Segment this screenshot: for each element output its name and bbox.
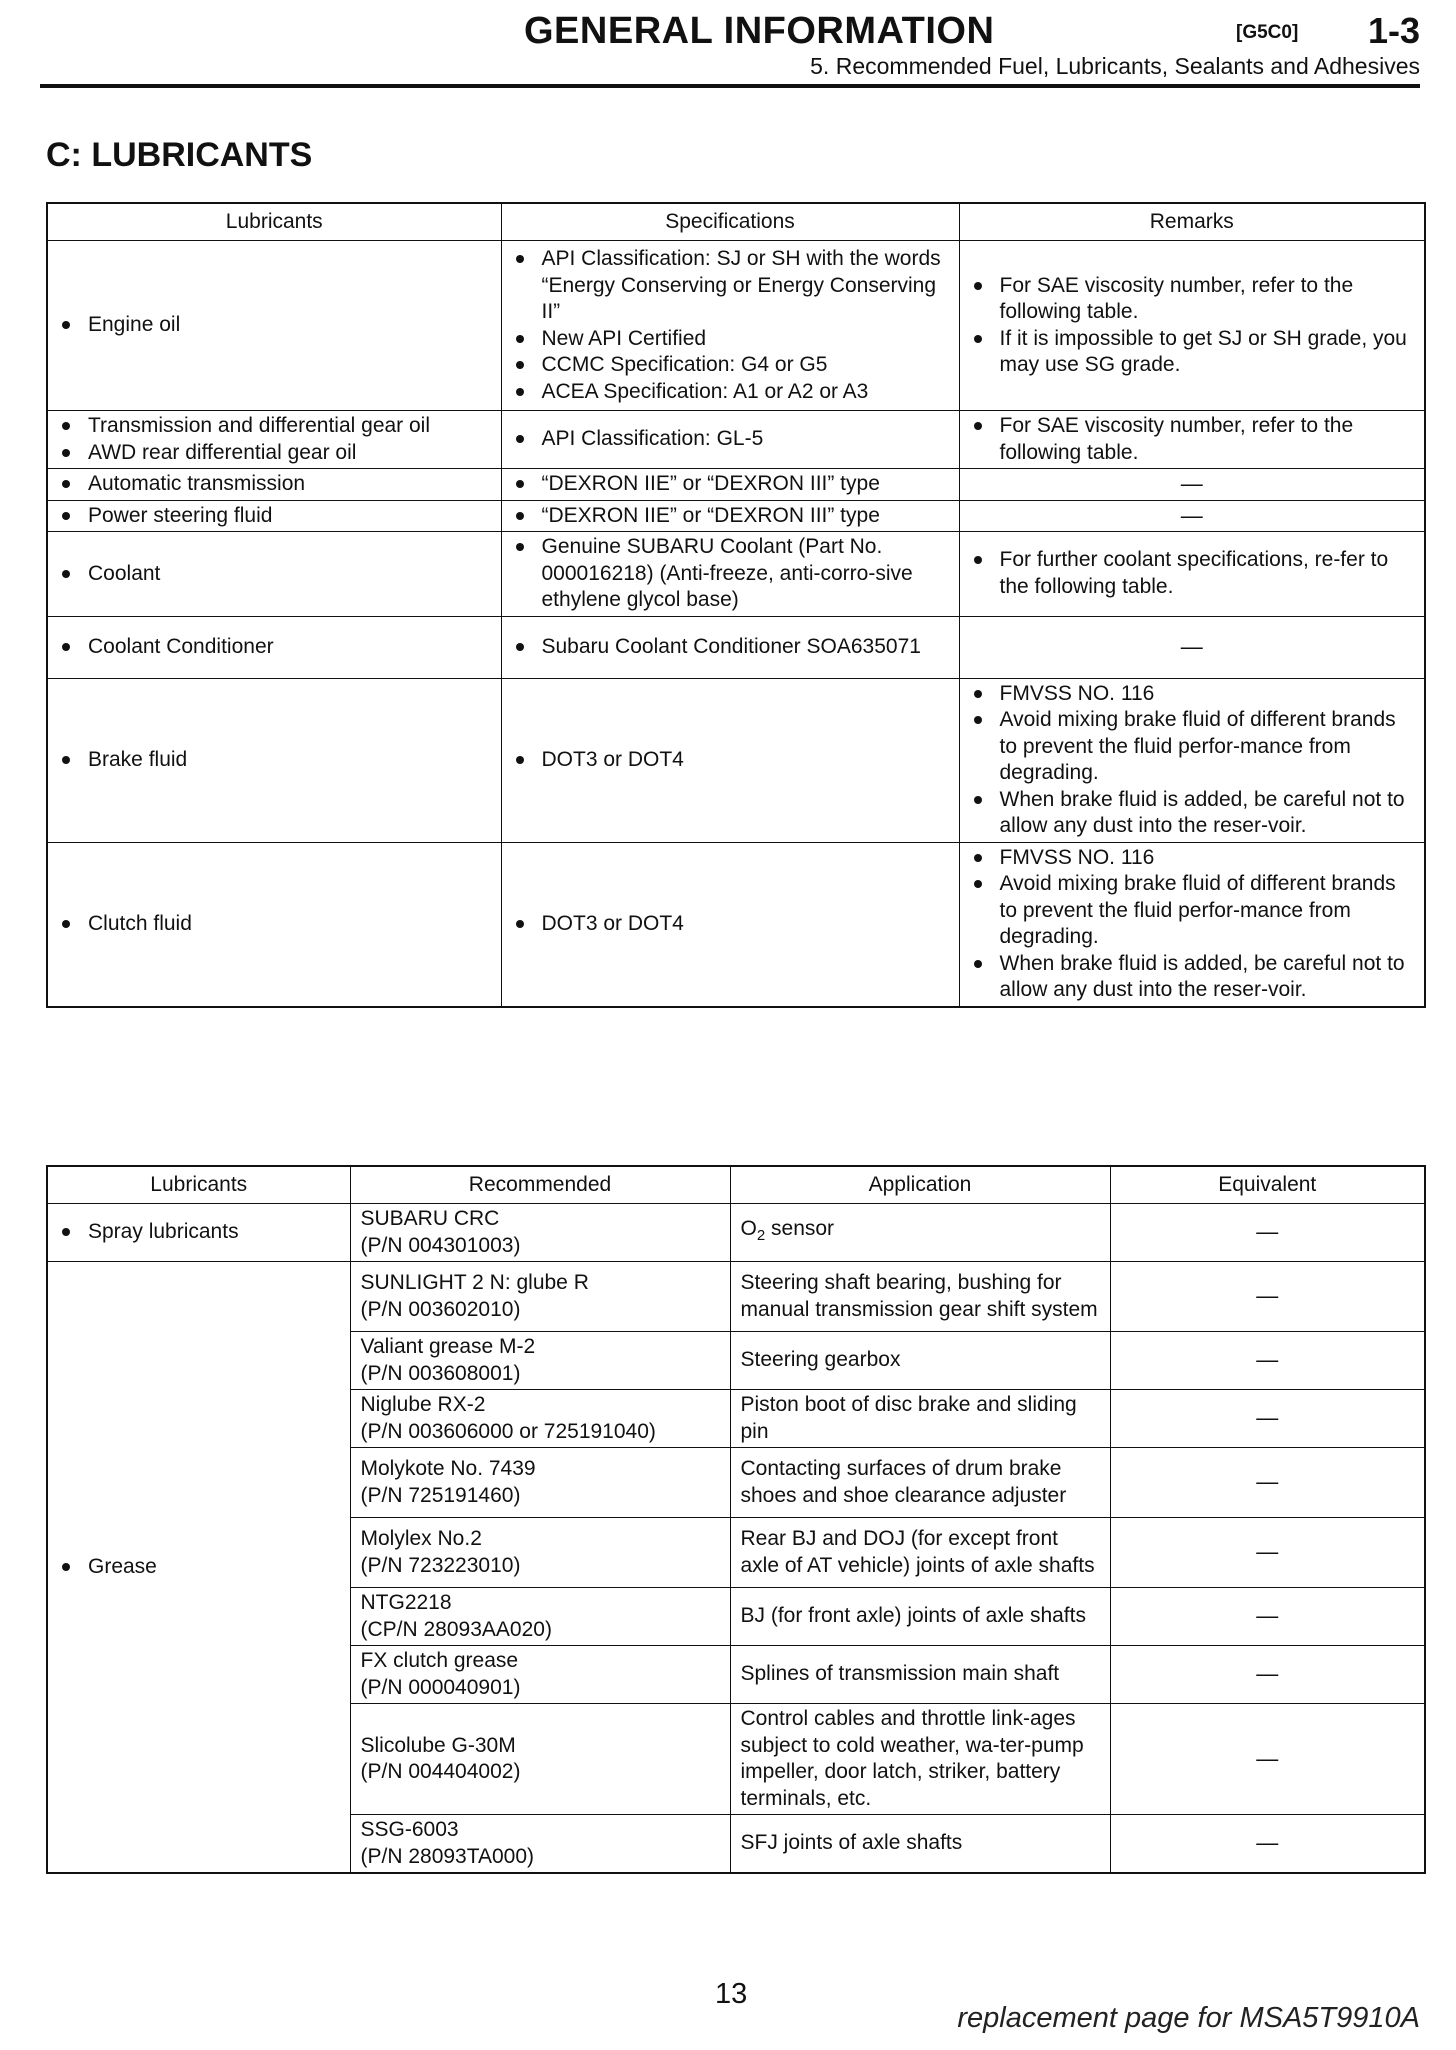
table-row — [47, 1204, 1425, 1262]
bullet-list — [512, 426, 949, 453]
lubricant-cell — [47, 678, 501, 842]
part-number: (P/N 003608001) — [360, 1361, 521, 1385]
application-cell — [730, 1204, 1110, 1262]
header-rule — [40, 84, 1420, 88]
recommended-cell — [350, 1448, 730, 1518]
bullet-list — [58, 747, 491, 774]
specification-item: Subaru Coolant Conditioner SOA635071 — [512, 634, 949, 661]
lubricant-cell — [47, 1204, 350, 1262]
remark-item: For SAE viscosity number, refer to the following table. — [970, 413, 1415, 466]
page-header — [40, 8, 1420, 88]
application-cell: SFJ joints of axle shafts — [730, 1815, 1110, 1874]
equivalent-cell: — — [1110, 1332, 1425, 1390]
application-text: sensor — [765, 1216, 835, 1240]
part-number: (P/N 723223010) — [360, 1553, 521, 1577]
table-row — [47, 678, 1425, 842]
lubricant-item: Brake fluid — [58, 747, 491, 774]
lubricant-cell — [47, 842, 501, 1007]
remark-item: For SAE viscosity number, refer to the following table. — [970, 273, 1415, 326]
table-row — [47, 500, 1425, 532]
table-header-row — [47, 203, 1425, 241]
table-row — [47, 842, 1425, 1007]
specification-cell — [501, 842, 959, 1007]
equivalent-cell: — — [1110, 1204, 1425, 1262]
lubricant-item: Grease — [58, 1554, 340, 1581]
remark-item: Avoid mixing brake fluid of different brands to prevent the fluid perfor-mance from degrading. — [970, 871, 1415, 951]
table-row — [47, 411, 1425, 469]
product-name: SUBARU CRC — [360, 1207, 500, 1230]
bullet-list — [970, 273, 1415, 379]
product-name: NTG2218 — [360, 1591, 452, 1614]
application-cell: Rear BJ and DOJ (for except front axle of AT vehicle) joints of axle shafts — [730, 1518, 1110, 1588]
recommended-cell — [350, 1332, 730, 1390]
subscript: 2 — [756, 1226, 766, 1244]
remark-item: If it is impossible to get SJ or SH grade, you may use SG grade. — [970, 326, 1415, 379]
product-name: Niglube RX-2 — [360, 1393, 486, 1416]
remarks-cell — [959, 532, 1425, 617]
specification-cell — [501, 241, 959, 411]
part-number: (P/N 003606000 or 725191040) — [360, 1419, 656, 1443]
recommended-cell — [350, 1646, 730, 1704]
part-number: (P/N 000040901) — [360, 1675, 521, 1699]
product-name: SUNLIGHT 2 N: glube R — [360, 1271, 589, 1294]
application-cell: Steering shaft bearing, bushing for manual transmission gear shift system — [730, 1262, 1110, 1332]
recommended-cell — [350, 1704, 730, 1815]
column-header-recommended: Recommended — [350, 1166, 730, 1204]
specification-cell — [501, 678, 959, 842]
lubricant-cell — [47, 1262, 350, 1874]
lubricant-item: Coolant Conditioner — [58, 634, 491, 661]
equivalent-cell: — — [1110, 1588, 1425, 1646]
grease-table — [46, 1165, 1426, 1874]
lubricant-cell — [47, 616, 501, 678]
part-number: (CP/N 28093AA020) — [360, 1617, 552, 1641]
remark-item: For further coolant specifications, re-fer to the following table. — [970, 547, 1415, 600]
bullet-list — [970, 681, 1415, 840]
page-number: 13 — [715, 1978, 748, 2010]
application-cell: BJ (for front axle) joints of axle shafts — [730, 1588, 1110, 1646]
part-number: (P/N 28093TA000) — [360, 1844, 535, 1868]
part-number: (P/N 003602010) — [360, 1297, 521, 1321]
specification-cell — [501, 532, 959, 617]
product-name: SSG-6003 — [360, 1818, 459, 1841]
column-header-lubricants: Lubricants — [47, 1166, 350, 1204]
bullet-list — [512, 246, 949, 405]
remarks-dash: — — [959, 469, 1425, 501]
recommended-cell — [350, 1588, 730, 1646]
remark-item: FMVSS NO. 116 — [970, 845, 1415, 872]
section-code: [G5C0] — [1236, 22, 1299, 43]
part-number: (P/N 004404002) — [360, 1760, 521, 1783]
specification-item: Genuine SUBARU Coolant (Part No. 000016218) (Anti-freeze, anti-corro-sive ethylene glycol base) — [512, 534, 949, 614]
remarks-cell — [959, 411, 1425, 469]
bullet-list — [512, 911, 949, 938]
remark-item: Avoid mixing brake fluid of different brands to prevent the fluid perfor-mance from degrading. — [970, 707, 1415, 787]
section-title: C: LUBRICANTS — [46, 136, 313, 174]
specification-cell — [501, 616, 959, 678]
bullet-list — [58, 634, 491, 661]
column-header-lubricants: Lubricants — [47, 203, 501, 241]
specification-item: CCMC Specification: G4 or G5 — [512, 352, 949, 379]
bullet-list — [512, 471, 949, 498]
bullet-list — [512, 534, 949, 614]
column-header-equivalent: Equivalent — [1110, 1166, 1425, 1204]
recommended-cell — [350, 1518, 730, 1588]
specification-cell — [501, 469, 959, 501]
remark-item: FMVSS NO. 116 — [970, 681, 1415, 708]
bullet-list — [58, 503, 491, 530]
part-number: (P/N 004301003) — [360, 1233, 521, 1257]
application-cell: Splines of transmission main shaft — [730, 1646, 1110, 1704]
lubricant-cell — [47, 532, 501, 617]
bullet-list — [512, 634, 949, 661]
lubricant-item: Transmission and differential gear oil — [58, 413, 491, 440]
equivalent-cell: — — [1110, 1518, 1425, 1588]
column-header-application: Application — [730, 1166, 1110, 1204]
application-cell: Contacting surfaces of drum brake shoes and shoe clearance adjuster — [730, 1448, 1110, 1518]
specification-item: New API Certified — [512, 326, 949, 353]
remark-item: When brake fluid is added, be careful not to allow any dust into the reser-voir. — [970, 787, 1415, 840]
column-header-remarks: Remarks — [959, 203, 1425, 241]
equivalent-cell: — — [1110, 1390, 1425, 1448]
bullet-list — [58, 1219, 340, 1246]
application-cell: Control cables and throttle link-ages subject to cold weather, wa-ter-pump impeller, door latch, striker, battery terminals, etc. — [730, 1704, 1110, 1815]
specification-item: API Classification: GL-5 — [512, 426, 949, 453]
product-name: Molykote No. 7439 — [360, 1457, 536, 1480]
table-row — [47, 469, 1425, 501]
table-row — [47, 1262, 1425, 1332]
specification-cell — [501, 411, 959, 469]
remarks-cell — [959, 842, 1425, 1007]
lubricant-cell — [47, 469, 501, 501]
specification-item: “DEXRON IIE” or “DEXRON III” type — [512, 503, 949, 530]
application-text: O — [740, 1216, 757, 1240]
lubricant-item: Spray lubricants — [58, 1219, 340, 1246]
lubricant-cell — [47, 411, 501, 469]
equivalent-cell: — — [1110, 1646, 1425, 1704]
lubricant-item: Power steering fluid — [58, 503, 491, 530]
recommended-cell — [350, 1390, 730, 1448]
specification-item: ACEA Specification: A1 or A2 or A3 — [512, 379, 949, 406]
part-number: (P/N 725191460) — [360, 1483, 521, 1507]
replacement-note: replacement page for MSA5T9910A — [957, 2002, 1420, 2034]
page-reference: 1-3 — [1367, 10, 1420, 51]
bullet-list — [970, 547, 1415, 600]
bullet-list — [58, 312, 491, 339]
equivalent-cell: — — [1110, 1448, 1425, 1518]
page-subtitle: 5. Recommended Fuel, Lubricants, Sealants and Adhesives — [810, 53, 1420, 79]
recommended-cell — [350, 1262, 730, 1332]
page-title: GENERAL INFORMATION — [524, 10, 995, 52]
recommended-cell — [350, 1204, 730, 1262]
remarks-cell — [959, 241, 1425, 411]
specification-item: API Classification: SJ or SH with the words “Energy Conserving or Energy Conserving II” — [512, 246, 949, 326]
product-name: Slicolube G-30M — [360, 1733, 516, 1757]
bullet-list — [512, 503, 949, 530]
specification-cell — [501, 500, 959, 532]
lubricant-cell — [47, 241, 501, 411]
lubricant-item: Coolant — [58, 561, 491, 588]
bullet-list — [512, 747, 949, 774]
bullet-list — [970, 413, 1415, 466]
equivalent-cell: — — [1110, 1704, 1425, 1815]
table-row — [47, 616, 1425, 678]
lubricant-item: Automatic transmission — [58, 471, 491, 498]
lubricant-cell — [47, 500, 501, 532]
equivalent-cell: — — [1110, 1815, 1425, 1874]
product-name: FX clutch grease — [360, 1649, 519, 1672]
recommended-cell — [350, 1815, 730, 1874]
bullet-list — [58, 911, 491, 938]
column-header-specifications: Specifications — [501, 203, 959, 241]
equivalent-cell: — — [1110, 1262, 1425, 1332]
product-name: Molylex No.2 — [360, 1527, 482, 1550]
bullet-list — [58, 471, 491, 498]
product-name: Valiant grease M-2 — [360, 1335, 536, 1358]
remarks-dash: — — [959, 616, 1425, 678]
remarks-dash: — — [959, 500, 1425, 532]
bullet-list — [58, 561, 491, 588]
remark-item: When brake fluid is added, be careful not to allow any dust into the reser-voir. — [970, 951, 1415, 1004]
application-cell: Steering gearbox — [730, 1332, 1110, 1390]
specification-item: “DEXRON IIE” or “DEXRON III” type — [512, 471, 949, 498]
bullet-list — [58, 1554, 340, 1581]
table-header-row — [47, 1166, 1425, 1204]
lubricant-item: Clutch fluid — [58, 911, 491, 938]
specification-item: DOT3 or DOT4 — [512, 747, 949, 774]
specification-item: DOT3 or DOT4 — [512, 911, 949, 938]
lubricants-spec-table — [46, 202, 1426, 1008]
table-row — [47, 532, 1425, 617]
bullet-list — [970, 845, 1415, 1004]
application-cell: Piston boot of disc brake and sliding pin — [730, 1390, 1110, 1448]
bullet-list — [58, 413, 491, 466]
lubricant-item: Engine oil — [58, 312, 491, 339]
table-row — [47, 241, 1425, 411]
remarks-cell — [959, 678, 1425, 842]
lubricant-item: AWD rear differential gear oil — [58, 440, 491, 467]
